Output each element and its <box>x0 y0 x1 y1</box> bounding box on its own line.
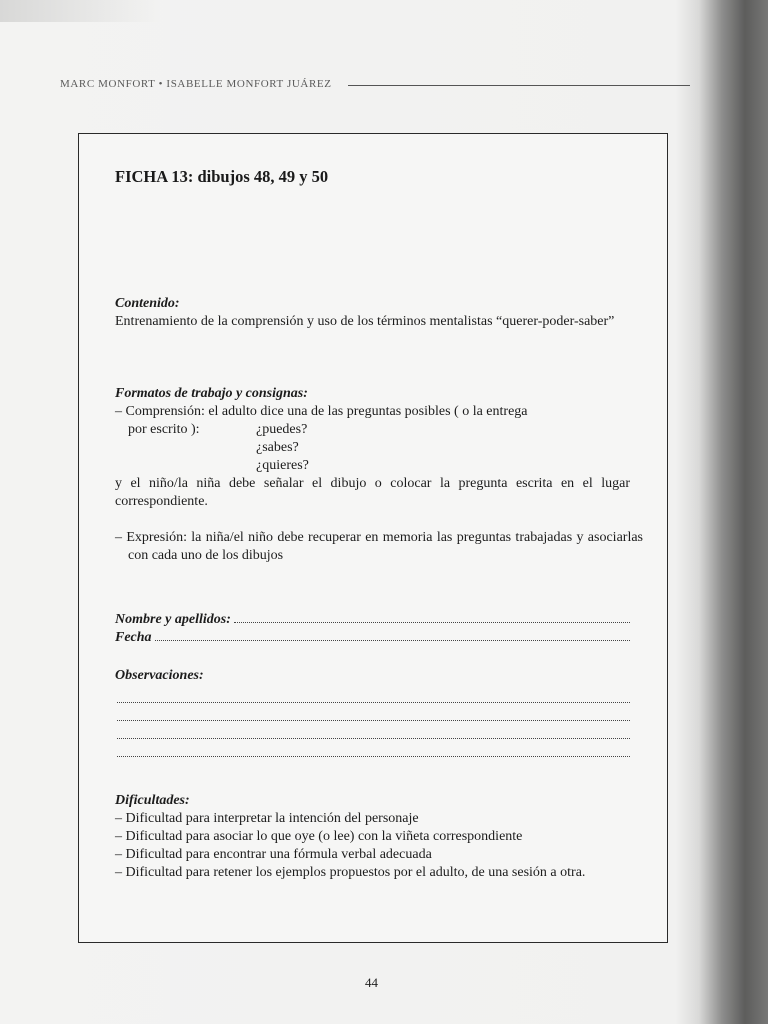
question-puedes: ¿puedes? <box>256 422 308 437</box>
nombre-field[interactable] <box>115 609 630 627</box>
dificultad-item: – Dificultad para interpretar la intención del personaje <box>115 811 419 826</box>
question-quieres: ¿quieres? <box>256 458 309 473</box>
dificultad-item: – Dificultad para retener los ejemplos propuestos por el adulto, de una sesión a otra. <box>115 865 586 880</box>
question-sabes: ¿sabes? <box>256 440 299 455</box>
comprension-line-2-text: por escrito ): <box>128 422 200 437</box>
formatos-label: Formatos de trabajo y consignas: <box>115 386 308 401</box>
comprension-line-1: – Comprensión: el adulto dice una de las preguntas posibles ( o la entrega <box>115 404 528 419</box>
comprension-line-2 <box>115 421 630 439</box>
running-header-authors: MARC MONFORT • ISABELLE MONFORT JUÁREZ <box>60 78 332 90</box>
contenido-text: Entrenamiento de la comprensión y uso de los términos mentalistas “querer-poder-saber” <box>115 314 615 329</box>
running-header <box>60 74 690 94</box>
dificultad-item: – Dificultad para encontrar una fórmula verbal adecuada <box>115 847 432 862</box>
form-fields <box>115 609 630 645</box>
observaciones-line[interactable] <box>117 739 630 757</box>
after-questions-text: y el niño/la niña debe señalar el dibujo o colocar la pregunta escrita en el lugar correspondiente. <box>115 476 630 509</box>
observaciones-section <box>115 667 630 757</box>
observaciones-line[interactable] <box>117 703 630 721</box>
page-number: 44 <box>365 975 378 990</box>
observaciones-label: Observaciones: <box>115 668 204 683</box>
fecha-label: Fecha <box>115 630 152 645</box>
observaciones-line[interactable] <box>117 685 630 703</box>
contenido-section <box>115 295 630 331</box>
nombre-fill-line[interactable] <box>234 609 630 623</box>
fecha-field[interactable] <box>115 627 630 645</box>
dificultades-section <box>115 792 630 882</box>
observaciones-line[interactable] <box>117 721 630 739</box>
contenido-label: Contenido: <box>115 296 180 311</box>
formatos-section <box>115 385 630 439</box>
scan-shadow <box>0 0 160 22</box>
header-rule <box>348 85 690 86</box>
fecha-fill-line[interactable] <box>155 627 630 641</box>
sheet-title: FICHA 13: dibujos 48, 49 y 50 <box>115 167 329 186</box>
dificultad-item: – Dificultad para asociar lo que oye (o lee) con la viñeta correspondiente <box>115 829 523 844</box>
expresion-text: – Expresión: la niña/el niño debe recuperar en memoria las preguntas trabajadas y asociarlas con cada uno de los dibujos <box>115 530 643 563</box>
nombre-label: Nombre y apellidos: <box>115 612 231 627</box>
dificultades-label: Dificultades: <box>115 793 190 808</box>
